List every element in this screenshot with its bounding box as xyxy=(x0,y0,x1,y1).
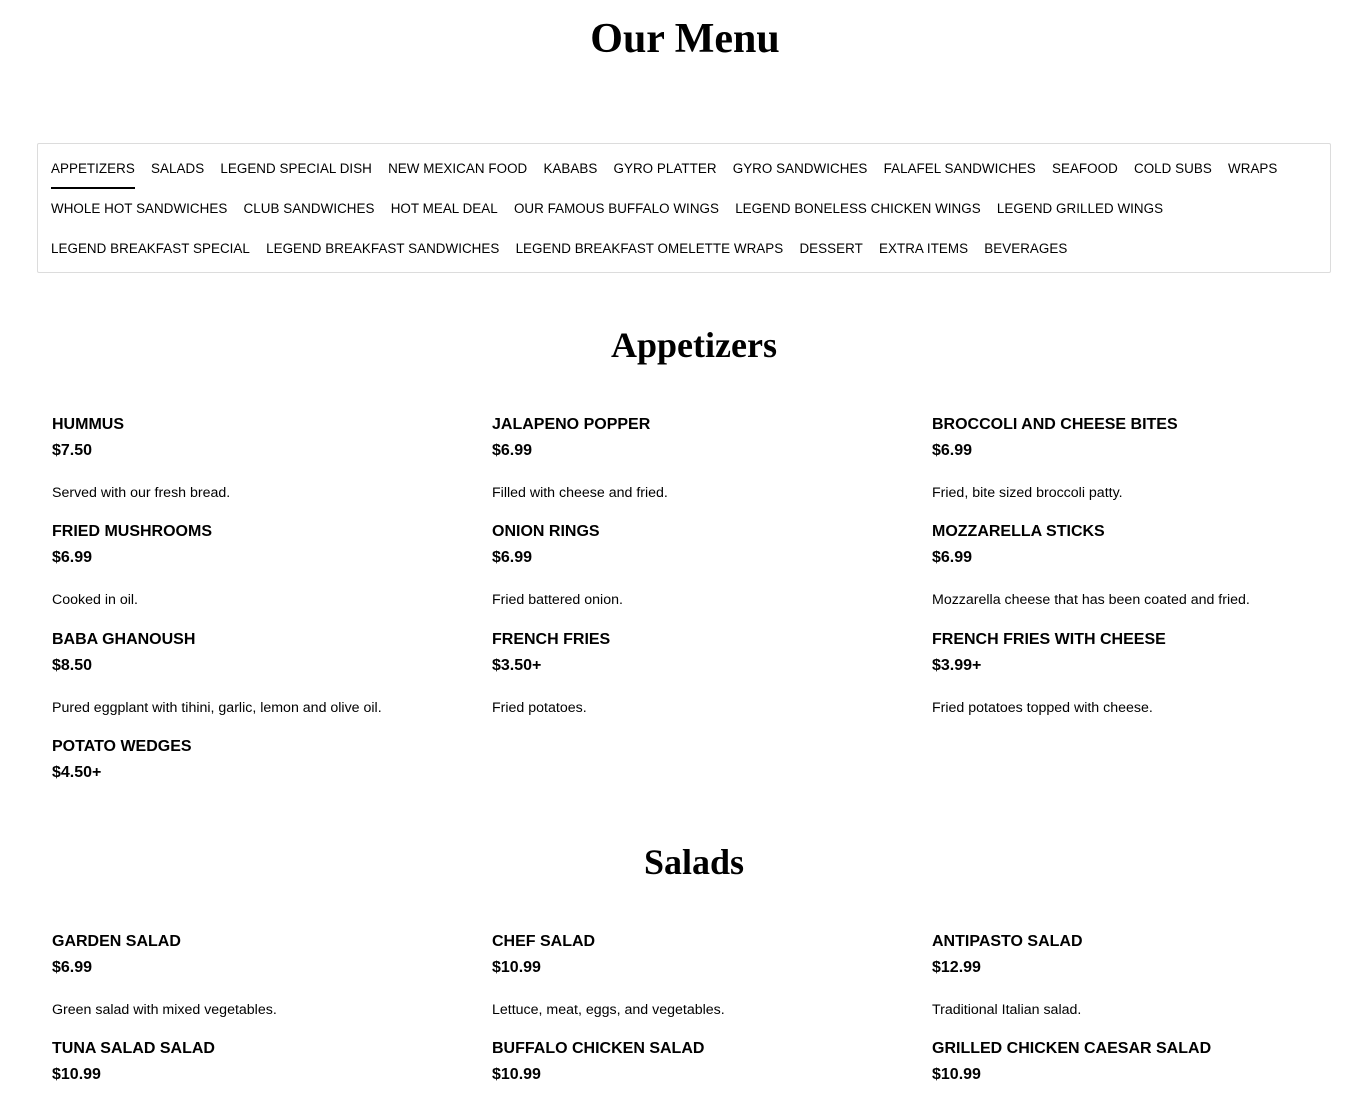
tab-hot-meal-deal[interactable]: HOT MEAL DEAL xyxy=(390,201,498,216)
menu-item xyxy=(492,932,912,1019)
tab-legend-grilled-wings[interactable]: LEGEND GRILLED WINGS xyxy=(996,201,1164,216)
item-description: Fried potatoes topped with cheese. xyxy=(932,700,1153,716)
tab-falafel-sandwiches[interactable]: FALAFEL SANDWICHES xyxy=(883,161,1036,176)
item-price: $6.99 xyxy=(52,549,93,566)
item-price: $10.99 xyxy=(932,1066,981,1083)
tab-legend-breakfast-omelette-wraps[interactable]: LEGEND BREAKFAST OMELETTE WRAPS xyxy=(515,241,784,256)
item-description: Cooked in oil. xyxy=(52,592,138,608)
menu-item xyxy=(932,630,1352,717)
tab-legend-boneless-chicken-wings[interactable]: LEGEND BONELESS CHICKEN WINGS xyxy=(735,201,981,216)
category-nav-row xyxy=(51,159,1294,179)
item-name: ANTIPASTO SALAD xyxy=(932,933,1083,950)
tab-legend-breakfast-special[interactable]: LEGEND BREAKFAST SPECIAL xyxy=(51,241,250,256)
item-name: GRILLED CHICKEN CAESAR SALAD xyxy=(932,1040,1212,1057)
tab-beverages[interactable]: BEVERAGES xyxy=(984,241,1068,256)
item-price: $10.99 xyxy=(492,959,541,976)
tab-our-famous-buffalo-wings[interactable]: OUR FAMOUS BUFFALO WINGS xyxy=(513,201,719,216)
category-nav-row xyxy=(51,239,1084,259)
item-description: Mozzarella cheese that has been coated and fried. xyxy=(932,592,1250,608)
item-price: $6.99 xyxy=(932,549,973,566)
menu-item xyxy=(492,522,912,609)
item-price: $3.50+ xyxy=(492,657,542,674)
item-price: $12.99 xyxy=(932,959,981,976)
tab-dessert[interactable]: DESSERT xyxy=(799,241,863,256)
item-name: TUNA SALAD SALAD xyxy=(52,1040,215,1057)
item-description: Fried potatoes. xyxy=(492,700,587,716)
item-name: MOZZARELLA STICKS xyxy=(932,523,1105,540)
item-description: Traditional Italian salad. xyxy=(932,1002,1082,1018)
item-description: Filled with cheese and fried. xyxy=(492,485,668,501)
tab-legend-special-dish[interactable]: LEGEND SPECIAL DISH xyxy=(220,161,372,176)
menu-item xyxy=(932,522,1352,609)
item-price: $6.99 xyxy=(492,549,533,566)
item-price: $8.50 xyxy=(52,657,93,674)
tab-seafood[interactable]: SEAFOOD xyxy=(1051,161,1118,176)
item-description: Served with our fresh bread. xyxy=(52,485,231,501)
page-title: Our Menu xyxy=(590,16,780,62)
tab-wraps[interactable]: WRAPS xyxy=(1228,161,1278,176)
item-name: BUFFALO CHICKEN SALAD xyxy=(492,1040,705,1057)
tab-kababs[interactable]: KABABS xyxy=(543,161,598,176)
item-name: FRENCH FRIES xyxy=(492,631,611,648)
tab-new-mexican-food[interactable]: NEW MEXICAN FOOD xyxy=(388,161,528,176)
section-title: Salads xyxy=(643,842,745,882)
item-name: JALAPENO POPPER xyxy=(492,416,651,433)
item-name: FRIED MUSHROOMS xyxy=(52,523,212,540)
item-name: HUMMUS xyxy=(52,416,124,433)
item-description: Pured eggplant with tihini, garlic, lemon and olive oil. xyxy=(52,700,382,716)
menu-item xyxy=(52,630,472,717)
menu-item xyxy=(492,1039,912,1085)
tab-salads[interactable]: SALADS xyxy=(151,161,205,176)
item-name: GARDEN SALAD xyxy=(52,933,181,950)
item-name: BROCCOLI AND CHEESE BITES xyxy=(932,416,1178,433)
menu-item xyxy=(52,522,472,609)
menu-item xyxy=(52,932,472,1019)
item-name: CHEF SALAD xyxy=(492,933,596,950)
item-name: POTATO WEDGES xyxy=(52,738,192,755)
menu-item xyxy=(52,737,472,783)
item-price: $6.99 xyxy=(492,442,533,459)
section-title: Appetizers xyxy=(611,325,777,365)
menu-item xyxy=(52,1039,472,1085)
item-price: $3.99+ xyxy=(932,657,982,674)
tab-cold-subs[interactable]: COLD SUBS xyxy=(1134,161,1212,176)
tab-whole-hot-sandwiches[interactable]: WHOLE HOT SANDWICHES xyxy=(51,201,228,216)
item-name: FRENCH FRIES WITH CHEESE xyxy=(932,631,1166,648)
menu-item xyxy=(932,415,1352,502)
menu-item xyxy=(52,415,472,502)
category-nav xyxy=(37,143,1331,273)
item-description: Green salad with mixed vegetables. xyxy=(52,1002,277,1018)
category-nav-row xyxy=(51,199,1179,219)
menu-item xyxy=(932,1039,1352,1085)
tab-extra-items[interactable]: EXTRA ITEMS xyxy=(879,241,969,256)
item-price: $10.99 xyxy=(492,1066,541,1083)
tab-club-sandwiches[interactable]: CLUB SANDWICHES xyxy=(243,201,375,216)
item-description: Fried, bite sized broccoli patty. xyxy=(932,485,1123,501)
menu-item xyxy=(492,630,912,717)
item-price: $6.99 xyxy=(932,442,973,459)
item-description: Lettuce, meat, eggs, and vegetables. xyxy=(492,1002,725,1018)
menu-item xyxy=(492,415,912,502)
menu-item xyxy=(932,932,1352,1019)
item-description: Fried battered onion. xyxy=(492,592,623,608)
tab-gyro-platter[interactable]: GYRO PLATTER xyxy=(613,161,717,176)
item-price: $4.50+ xyxy=(52,764,102,781)
tab-legend-breakfast-sandwiches[interactable]: LEGEND BREAKFAST SANDWICHES xyxy=(266,241,500,256)
tab-appetizers[interactable]: APPETIZERS xyxy=(51,159,135,179)
item-name: BABA GHANOUSH xyxy=(52,631,196,648)
item-price: $6.99 xyxy=(52,959,93,976)
item-name: ONION RINGS xyxy=(492,523,600,540)
item-price: $10.99 xyxy=(52,1066,101,1083)
item-price: $7.50 xyxy=(52,442,93,459)
tab-gyro-sandwiches[interactable]: GYRO SANDWICHES xyxy=(732,161,868,176)
